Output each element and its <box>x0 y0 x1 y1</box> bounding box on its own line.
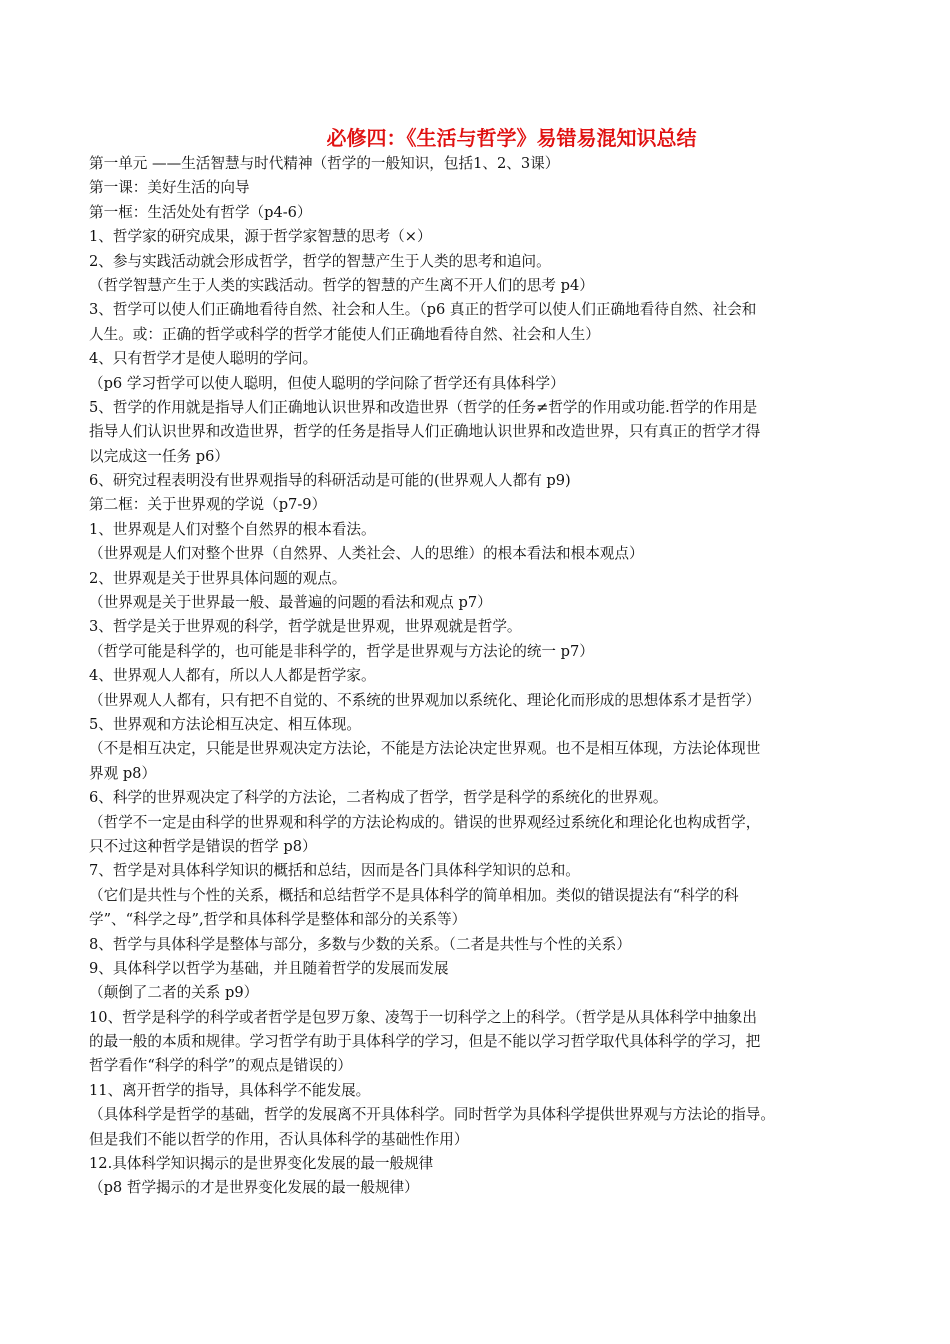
text-line: （哲学智慧产生于人类的实践活动。哲学的智慧的产生离不开人们的思考 p4） <box>89 276 594 294</box>
text-line: 人生。或：正确的哲学或科学的哲学才能使人们正确地看待自然、社会和人生） <box>89 325 600 343</box>
text-line: （它们是共性与个性的关系，概括和总结哲学不是具体科学的简单相加。类似的错误提法有“科学的科 <box>89 886 739 904</box>
text-line: （哲学可能是科学的，也可能是非科学的，哲学是世界观与方法论的统一 p7） <box>89 642 594 660</box>
text-line: 以完成这一任务 p6） <box>89 447 230 465</box>
text-line: （不是相互决定，只能是世界观决定方法论，不能是方法论决定世界观。也不是相互体现，方法论体现世 <box>89 740 761 758</box>
text-line: 4、世界观人人都有，所以人人都是哲学家。 <box>89 667 376 685</box>
text-line: 1、哲学家的研究成果，源于哲学家智慧的思考（×） <box>89 228 432 246</box>
text-line: 12.具体科学知识揭示的是世界变化发展的最一般规律 <box>89 1155 434 1173</box>
text-line: 只不过这种哲学是错误的哲学 p8） <box>89 837 317 855</box>
document-page <box>89 124 864 1201</box>
text-line: 第一框：生活处处有哲学（p4-6） <box>89 203 312 221</box>
text-line: 6、研究过程表明没有世界观指导的科研活动是可能的(世界观人人都有 p9) <box>89 472 571 490</box>
text-line: 第一单元 ——生活智慧与时代精神（哲学的一般知识，包括1、2、3课） <box>89 155 560 172</box>
text-line: 第二框：关于世界观的学说（p7-9） <box>89 496 327 514</box>
text-line: 4、只有哲学才是使人聪明的学问。 <box>89 350 318 368</box>
text-line: （世界观是关于世界最一般、最普遍的问题的看法和观点 p7） <box>89 594 492 612</box>
text-line: 的最一般的本质和规律。学习哲学有助于具体科学的学习，但是不能以学习哲学取代具体科学的学习，把 <box>89 1033 761 1051</box>
text-line: （世界观是人们对整个世界（自然界、人类社会、人的思维）的根本看法和根本观点） <box>89 545 644 563</box>
text-line: 9、具体科学以哲学为基础，并且随着哲学的发展而发展 <box>89 959 449 977</box>
text-line: 2、参与实践活动就会形成哲学，哲学的智慧产生于人类的思考和追问。 <box>89 252 551 270</box>
text-line: 5、世界观和方法论相互决定、相互体现。 <box>89 715 361 733</box>
text-line: 6、科学的世界观决定了科学的方法论，二者构成了哲学，哲学是科学的系统化的世界观。 <box>89 789 668 807</box>
text-line: 学”、“科学之母”,哲学和具体科学是整体和部分的关系等） <box>89 911 467 929</box>
text-line: （p8 哲学揭示的才是世界变化发展的最一般规律） <box>89 1179 419 1197</box>
text-line: 但是我们不能以哲学的作用，否认具体科学的基础性作用） <box>89 1130 469 1148</box>
text-line: 5、哲学的作用就是指导人们正确地认识世界和改造世界（哲学的任务≠哲学的作用或功能.哲学的作用是 <box>89 398 758 416</box>
text-line: 第一课：美好生活的向导 <box>89 179 250 197</box>
text-line: 7、哲学是对具体科学知识的概括和总结，因而是各门具体科学知识的总和。 <box>89 862 580 880</box>
text-line: 3、哲学可以使人们正确地看待自然、社会和人生。（p6 真正的哲学可以使人们正确地看待自然、社会和 <box>89 301 757 319</box>
text-line: 3、哲学是关于世界观的科学，哲学就是世界观，世界观就是哲学。 <box>89 618 522 636</box>
document-body <box>89 152 864 1201</box>
text-line: （哲学不一定是由科学的世界观和科学的方法论构成的。错误的世界观经过系统化和理论化也构成哲学， <box>89 813 761 831</box>
text-line: 指导人们认识世界和改造世界，哲学的任务是指导人们正确地认识世界和改造世界，只有真正的哲学才得 <box>89 423 761 441</box>
text-line: 哲学看作“科学的科学”的观点是错误的） <box>89 1057 353 1075</box>
text-line: 11、离开哲学的指导，具体科学不能发展。 <box>89 1081 371 1099</box>
text-line: 1、世界观是人们对整个自然界的根本看法。 <box>89 520 376 538</box>
text-line: （具体科学是哲学的基础，哲学的发展离不开具体科学。同时哲学为具体科学提供世界观与方法论的指导。 <box>89 1106 775 1124</box>
text-line: 2、世界观是关于世界具体问题的观点。 <box>89 569 347 587</box>
text-line: 8、哲学与具体科学是整体与部分，多数与少数的关系。（二者是共性与个性的关系） <box>89 935 631 953</box>
text-line: 界观 p8） <box>89 764 157 782</box>
text-line: （p6 学习哲学可以使人聪明，但使人聪明的学问除了哲学还有具体科学） <box>89 374 565 392</box>
text-line: 10、哲学是科学的科学或者哲学是包罗万象、凌驾于一切科学之上的科学。（哲学是从具体科学中抽象出 <box>89 1008 757 1026</box>
document-title: 必修四：《生活与哲学》易错易混知识总结 <box>326 126 697 150</box>
text-line: （颠倒了二者的关系 p9） <box>89 984 259 1002</box>
text-line: （世界观人人都有，只有把不自觉的、不系统的世界观加以系统化、理论化而形成的思想体系才是哲学） <box>89 691 761 709</box>
